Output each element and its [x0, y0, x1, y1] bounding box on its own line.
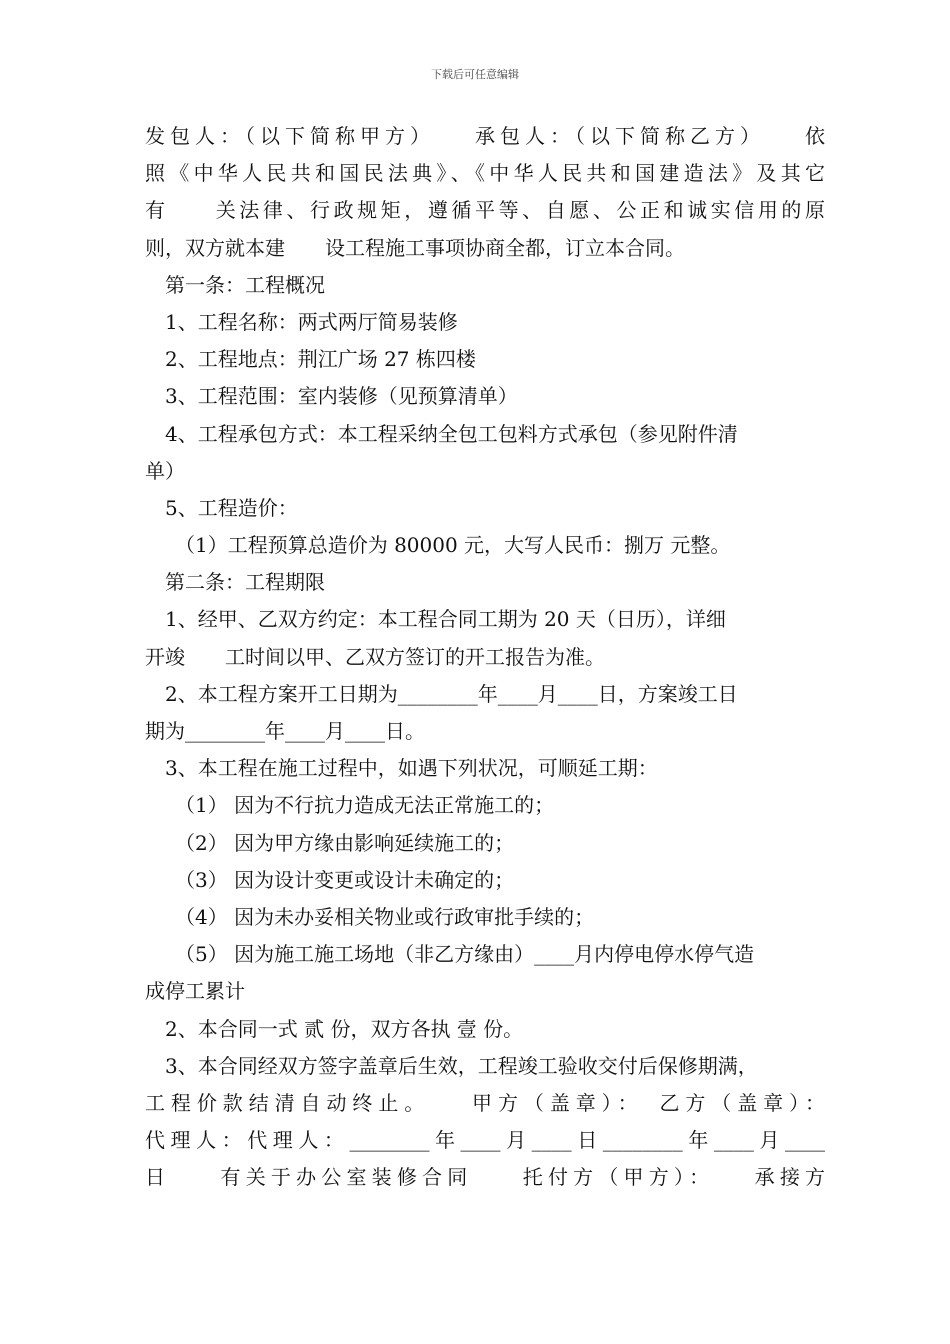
paragraph-line: 2、本合同一式 贰 份，双方各执 壹 份。	[165, 1016, 524, 1041]
paragraph-line: 5、工程造价：	[165, 495, 298, 520]
paragraph-line: 期为________年____月____日。	[145, 719, 425, 743]
paragraph-line: 3、工程范围：室内装修（见预算清单）	[165, 384, 518, 409]
paragraph-line: 4、工程承包方式：本工程采纳全包工包料方式承包（参见附件清	[165, 421, 738, 446]
section-heading: 第一条：工程概况	[165, 272, 325, 297]
paragraph-line: 3、本工程在施工过程中，如遇下列状况，可顺延工期：	[165, 756, 658, 781]
paragraph-line: （1）工程预算总造价为 80000 元，大写人民币：捌万 元整。	[175, 533, 731, 558]
paragraph-line: 单）	[145, 458, 185, 483]
paragraph-line: 日 有关于办公室装修合同 托付方（甲方）： 承接方	[145, 1165, 825, 1190]
paragraph-line: 有 关法律、行政规矩，遵循平等、自愿、公正和诚实信用的原	[145, 198, 825, 223]
paragraph-line: 1、经甲、乙双方约定：本工程合同工期为 20 天（日历），详细	[165, 607, 726, 632]
list-item: （5） 因为施工施工场地（非乙方缘由）____月内停电停水停气造	[175, 942, 755, 967]
list-item: （3） 因为设计变更或设计未确定的；	[175, 867, 515, 892]
paragraph-line: 3、本合同经双方签字盖章后生效，工程竣工验收交付后保修期满，	[165, 1053, 758, 1078]
paragraph-line: 1、工程名称：两式两厅简易装修	[165, 309, 458, 334]
paragraph-line: 2、工程地点：荆江广场 27 栋四楼	[165, 347, 476, 372]
list-item: （2） 因为甲方缘由影响延续施工的；	[175, 830, 515, 855]
paragraph-line: 2、本工程方案开工日期为________年____月____日，方案竣工日	[165, 681, 738, 706]
paragraph-line: 工程价款结清自动终止。 甲方（盖章）： 乙方（盖章）：	[145, 1090, 825, 1115]
section-heading: 第二条：工程期限	[165, 570, 325, 595]
paragraph-line: 成停工累计	[145, 979, 245, 1004]
list-item: （4） 因为未办妥相关物业或行政审批手续的；	[175, 904, 595, 929]
page-header: 下载后可任意编辑	[431, 68, 519, 81]
contract-body	[145, 118, 825, 1196]
paragraph-line: 照《中华人民共和国民法典》、《中华人民共和国建造法》及其它	[145, 161, 825, 186]
paragraph-line: 开竣 工时间以甲、乙双方签订的开工报告为准。	[145, 644, 605, 669]
list-item: （1） 因为不行抗力造成无法正常施工的；	[175, 793, 555, 818]
paragraph-line: 发包人：（以下简称甲方） 承包人：（以下简称乙方） 依	[145, 124, 825, 148]
paragraph-line: 则，双方就本建 设工程施工事项协商全都，订立本合同。	[145, 235, 685, 260]
signature-line: 代理人：代理人：________年____月____日________年____月____	[145, 1128, 825, 1153]
